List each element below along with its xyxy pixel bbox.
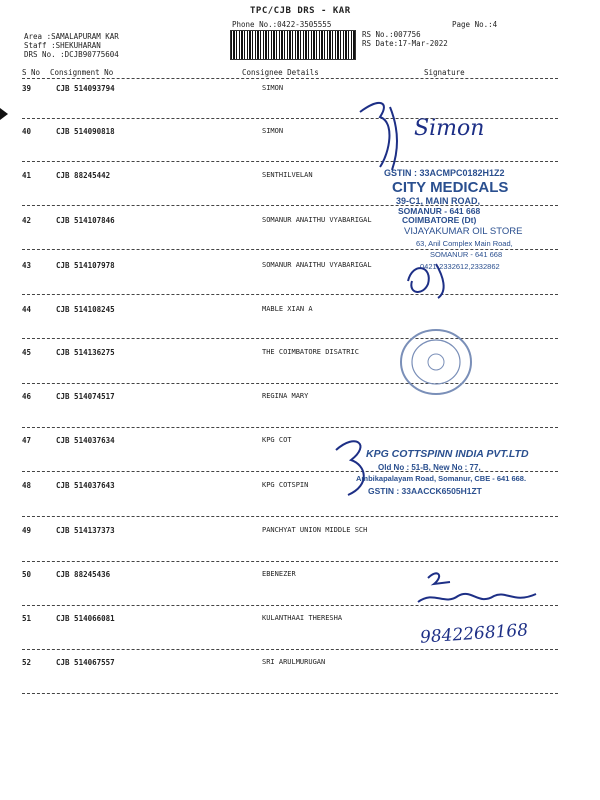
row-consignee: SOMANUR ANAITHU VYABARIGAL [262, 216, 372, 224]
row-consignment: CJB 514066081 [56, 614, 115, 623]
row-divider [22, 561, 558, 562]
row-sno: 51 [22, 614, 32, 623]
column-header-signature: Signature [424, 68, 465, 77]
page-number: Page No.:4 [452, 20, 498, 29]
city-medicals-gstin: GSTIN : 33ACMPC0182H1Z2 [384, 168, 505, 178]
kpg-stamp-name: KPG COTTSPINN INDIA PVT.LTD [366, 448, 529, 460]
row-sno: 41 [22, 171, 32, 180]
row-divider [22, 427, 558, 428]
row-consignee: KPG COTSPIN [262, 481, 309, 489]
row-consignment: CJB 514037634 [56, 436, 115, 445]
row-consignment: CJB 514107978 [56, 261, 115, 270]
row-sno: 43 [22, 261, 32, 270]
city-medicals-addr1: 39-C1, MAIN ROAD, [396, 196, 481, 206]
row-consignee: SIMON [262, 127, 284, 135]
row-consignment: CJB 514093794 [56, 84, 115, 93]
row-consignee: REGINA MARY [262, 392, 309, 400]
city-medicals-addr2: SOMANUR - 641 668 [398, 206, 481, 216]
row-sno: 52 [22, 658, 32, 667]
row-sno: 45 [22, 348, 32, 357]
row-sno: 47 [22, 436, 32, 445]
kpg-stamp-addr1: Old No : 51-B, New No : 77, [378, 463, 481, 472]
row-sno: 50 [22, 570, 32, 579]
row-divider [22, 516, 558, 517]
column-header-consignment: Consignment No [50, 68, 114, 77]
handwritten-phone: 9842268168 [419, 620, 529, 648]
row-divider [22, 294, 558, 295]
drs-number: DRS No. :DCJB90775604 [24, 50, 119, 59]
row-sno: 40 [22, 127, 32, 136]
staff-label: Staff :SHEKUHARAN [24, 41, 101, 50]
row-sno: 49 [22, 526, 32, 535]
row-divider [22, 383, 558, 384]
row-consignee: SENTHILVELAN [262, 171, 313, 179]
row-consignment: CJB 514137373 [56, 526, 115, 535]
document-title: TPC/CJB DRS - KAR [250, 6, 351, 16]
column-header-sno: S No [22, 68, 41, 77]
row-consignee: KULANTHAAI THERESHA [262, 614, 343, 622]
row-consignment: CJB 514074517 [56, 392, 115, 401]
row-consignment: CJB 514108245 [56, 305, 115, 314]
rs-date: RS Date:17-Mar-2022 [362, 39, 448, 48]
oil-store-addr1: 63, Anil Complex Main Road, [416, 239, 513, 248]
barcode [230, 30, 356, 60]
row-consignment: CJB 514037643 [56, 481, 115, 490]
row-sno: 39 [22, 84, 32, 93]
round-seal-icon [398, 328, 474, 396]
row-divider [22, 693, 558, 694]
signature-ebenezer [414, 566, 544, 612]
row-consignment: CJB 514067557 [56, 658, 115, 667]
row-sno: 48 [22, 481, 32, 490]
row-consignee: KPG COT [262, 436, 292, 444]
phone-number: Phone No.:0422-3505555 [232, 20, 332, 29]
row-consignee: THE COIMBATORE DISATRIC [262, 348, 359, 356]
column-header-consignee: Consignee Details [242, 68, 319, 77]
oil-store-phone: 0421-2332612,2332862 [420, 262, 500, 271]
area-label: Area :SAMALAPURAM KAR [24, 32, 119, 41]
row-consignee: SRI ARULMURUGAN [262, 658, 326, 666]
row-sno: 44 [22, 305, 32, 314]
row-divider [22, 338, 558, 339]
kpg-stamp-addr2: Ambikapalayam Road, Somanur, CBE - 641 668. [356, 474, 527, 483]
oil-store-name: VIJAYAKUMAR OIL STORE [404, 226, 523, 237]
row-divider [22, 649, 558, 650]
row-consignee: SIMON [262, 84, 284, 92]
handwritten-simon: Simon [414, 116, 485, 141]
signature-scribble-43 [398, 256, 468, 301]
oil-store-addr2: SOMANUR - 641 668 [430, 250, 503, 259]
row-consignee: EBENEZER [262, 570, 296, 578]
kpg-stamp-gstin: GSTIN : 33AACCK6505H1ZT [368, 486, 482, 496]
arrow-mark-icon [0, 108, 8, 120]
city-medicals-name: CITY MEDICALS [392, 179, 509, 196]
row-consignee: PANCHYAT UNION MIDDLE SCH [262, 526, 368, 534]
row-consignment: CJB 514107846 [56, 216, 115, 225]
row-consignment: CJB 514090818 [56, 127, 115, 136]
city-medicals-addr3: COIMBATORE (Dt) [402, 215, 477, 225]
header-divider [22, 78, 558, 79]
row-consignment: CJB 88245442 [56, 171, 111, 180]
row-sno: 46 [22, 392, 32, 401]
rs-number: RS No.:007756 [362, 30, 421, 39]
row-consignment: CJB 88245436 [56, 570, 111, 579]
row-consignee: MABLE XIAN A [262, 305, 313, 313]
row-sno: 42 [22, 216, 32, 225]
row-consignment: CJB 514136275 [56, 348, 115, 357]
row-consignee: SOMANUR ANAITHU VYABARIGAL [262, 261, 372, 269]
